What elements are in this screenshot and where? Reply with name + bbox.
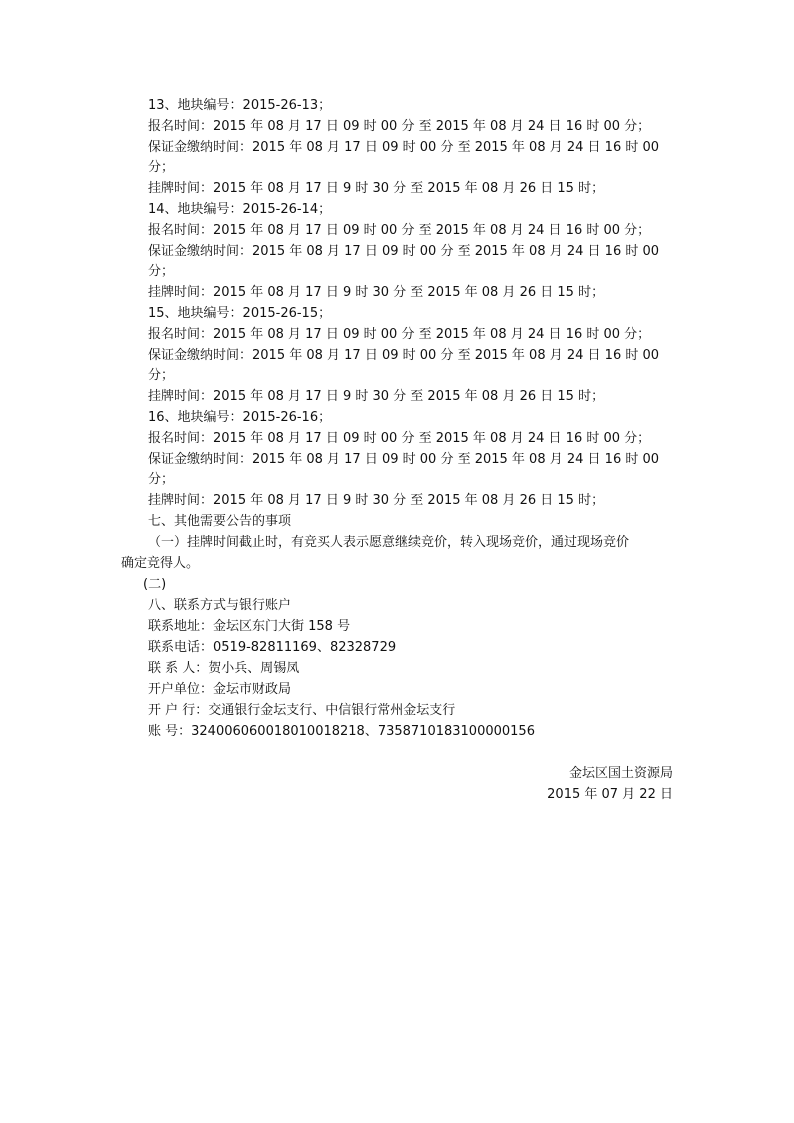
signature-org: 金坛区国土资源局 bbox=[568, 766, 673, 781]
registration-time: 报名时间：2015 年 08 月 17 日 09 时 00 分 至 2015 年 08 月 24 日 16 时 00 分； bbox=[148, 118, 651, 134]
deposit-time: 保证金缴纳时间：2015 年 08 月 17 日 09 时 00 分 至 2015 年 08 月 24 日 16 时 00 bbox=[148, 347, 660, 363]
parcel-heading: 14、地块编号：2015-26-14； bbox=[148, 201, 332, 217]
section7-para1: （一）挂牌时间截止时，有竞买人表示愿意继续竞价，转入现场竞价，通过现场竞价 bbox=[148, 535, 630, 550]
signature-date: 2015 年 07 月 22 日 bbox=[547, 787, 673, 802]
registration-time: 报名时间：2015 年 08 月 17 日 09 时 00 分 至 2015 年 08 月 24 日 16 时 00 分； bbox=[148, 326, 651, 342]
section8-title: 八、联系方式与银行账户 bbox=[148, 598, 292, 613]
contact-person: 联 系 人：贺小兵、周锡凤 bbox=[148, 661, 300, 676]
deposit-time: 保证金缴纳时间：2015 年 08 月 17 日 09 时 00 分 至 2015 年 08 月 24 日 16 时 00 bbox=[148, 243, 660, 259]
parcel-heading: 15、地块编号：2015-26-15； bbox=[148, 305, 332, 321]
registration-time: 报名时间：2015 年 08 月 17 日 09 时 00 分 至 2015 年 08 月 24 日 16 时 00 分； bbox=[148, 222, 651, 238]
contact-phone: 联系电话：0519-82811169、82328729 bbox=[148, 640, 397, 655]
listing-time: 挂牌时间：2015 年 08 月 17 日 9 时 30 分 至 2015 年 08 月 26 日 15 时； bbox=[148, 493, 605, 509]
deposit-time-continued: 分； bbox=[148, 264, 175, 280]
section7-para1-continued: 确定竞得人。 bbox=[121, 556, 200, 571]
parcel-block bbox=[148, 408, 678, 512]
bank-name: 开 户 行：交通银行金坛支行、中信银行常州金坛支行 bbox=[148, 703, 456, 718]
parcel-block bbox=[148, 200, 678, 304]
section7-para2: (二) bbox=[143, 577, 167, 592]
deposit-time-continued: 分； bbox=[148, 368, 175, 384]
listing-time: 挂牌时间：2015 年 08 月 17 日 9 时 30 分 至 2015 年 08 月 26 日 15 时； bbox=[148, 389, 605, 405]
contact-address: 联系地址：金坛区东门大街 158 号 bbox=[148, 619, 351, 634]
registration-time: 报名时间：2015 年 08 月 17 日 09 时 00 分 至 2015 年 08 月 24 日 16 时 00 分； bbox=[148, 430, 651, 446]
parcel-heading: 16、地块编号：2015-26-16； bbox=[148, 409, 332, 425]
deposit-time-continued: 分； bbox=[148, 160, 175, 176]
section7-title: 七、其他需要公告的事项 bbox=[148, 514, 292, 529]
deposit-time: 保证金缴纳时间：2015 年 08 月 17 日 09 时 00 分 至 2015 年 08 月 24 日 16 时 00 bbox=[148, 451, 660, 467]
listing-time: 挂牌时间：2015 年 08 月 17 日 9 时 30 分 至 2015 年 08 月 26 日 15 时； bbox=[148, 285, 605, 301]
account-number: 账 号：32400606001801001821​8、7358710183100000156 bbox=[148, 724, 535, 739]
deposit-time: 保证金缴纳时间：2015 年 08 月 17 日 09 时 00 分 至 2015 年 08 月 24 日 16 时 00 bbox=[148, 139, 660, 155]
account-holder: 开户单位：金坛市财政局 bbox=[148, 682, 292, 697]
parcel-list bbox=[148, 96, 678, 512]
listing-time: 挂牌时间：2015 年 08 月 17 日 9 时 30 分 至 2015 年 08 月 26 日 15 时； bbox=[148, 181, 605, 197]
parcel-heading: 13、地块编号：2015-26-13； bbox=[148, 98, 332, 113]
parcel-block bbox=[148, 96, 678, 200]
parcel-block bbox=[148, 304, 678, 408]
deposit-time-continued: 分； bbox=[148, 472, 175, 488]
